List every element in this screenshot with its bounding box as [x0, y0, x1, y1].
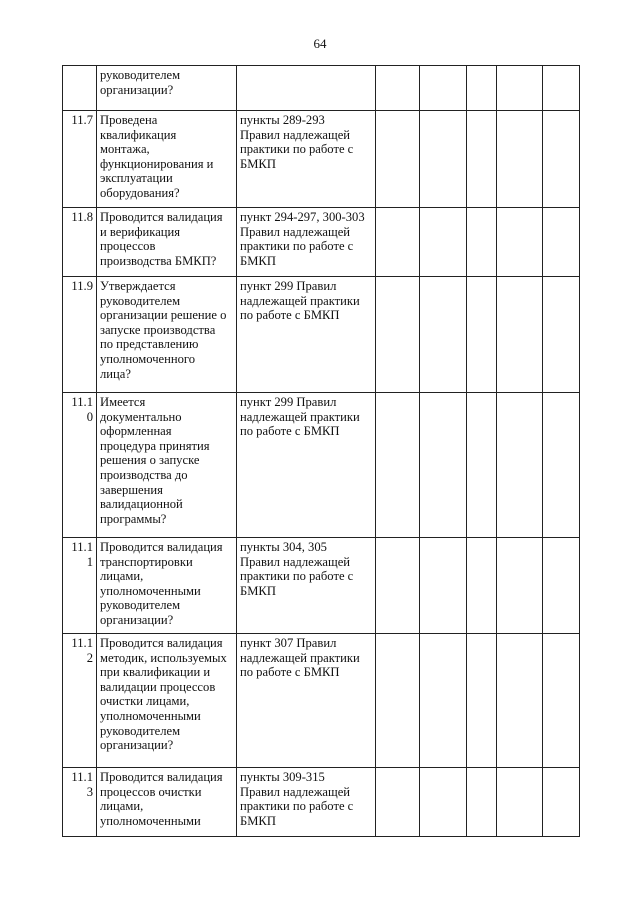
answer-na-cell[interactable]	[467, 111, 497, 208]
table-row	[63, 208, 580, 277]
answer-extra-cell[interactable]	[497, 208, 543, 277]
row-number: 11.8	[63, 208, 97, 277]
question-cell: Утверждается руководителем организации решение о запуске производства по представлению уполномоченного лица?	[97, 277, 237, 393]
checklist-table	[62, 65, 580, 837]
row-number: 11.11	[63, 538, 97, 634]
answer-extra-cell[interactable]	[497, 66, 543, 111]
reference-cell: пункты 304, 305 Правил надлежащей практики по работе с БМКП	[237, 538, 376, 634]
notes-cell[interactable]	[543, 538, 580, 634]
table-row	[63, 393, 580, 538]
answer-na-cell[interactable]	[467, 768, 497, 837]
row-number: 11.10	[63, 393, 97, 538]
question-cell: Проводится валидация и верификация процессов производства БМКП?	[97, 208, 237, 277]
reference-cell: пункт 307 Правил надлежащей практики по работе с БМКП	[237, 634, 376, 768]
answer-extra-cell[interactable]	[497, 634, 543, 768]
table-row	[63, 66, 580, 111]
reference-cell: пункты 309-315 Правил надлежащей практики по работе с БМКП	[237, 768, 376, 837]
notes-cell[interactable]	[543, 768, 580, 837]
answer-yes-cell[interactable]	[376, 111, 420, 208]
answer-yes-cell[interactable]	[376, 393, 420, 538]
answer-yes-cell[interactable]	[376, 768, 420, 837]
question-cell: руководителем организации?	[97, 66, 237, 111]
reference-cell: пункт 299 Правил надлежащей практики по работе с БМКП	[237, 277, 376, 393]
row-number: 11.12	[63, 634, 97, 768]
question-cell: Проводится валидация методик, используемых при квалификации и валидации процессов очистки лицами, уполномоченными руководителем организации?	[97, 634, 237, 768]
question-cell: Имеется документально оформленная процедура принятия решения о запуске производства до завершения валидационной программы?	[97, 393, 237, 538]
notes-cell[interactable]	[543, 66, 580, 111]
answer-extra-cell[interactable]	[497, 538, 543, 634]
answer-extra-cell[interactable]	[497, 277, 543, 393]
row-number	[63, 66, 97, 111]
answer-na-cell[interactable]	[467, 538, 497, 634]
reference-cell: пункт 299 Правил надлежащей практики по работе с БМКП	[237, 393, 376, 538]
table-row	[63, 538, 580, 634]
question-cell: Проведена квалификация монтажа, функционирования и эксплуатации оборудования?	[97, 111, 237, 208]
answer-yes-cell[interactable]	[376, 277, 420, 393]
notes-cell[interactable]	[543, 393, 580, 538]
notes-cell[interactable]	[543, 634, 580, 768]
reference-cell	[237, 66, 376, 111]
row-number: 11.13	[63, 768, 97, 837]
answer-extra-cell[interactable]	[497, 111, 543, 208]
answer-na-cell[interactable]	[467, 66, 497, 111]
answer-no-cell[interactable]	[420, 277, 467, 393]
answer-no-cell[interactable]	[420, 111, 467, 208]
question-cell: Проводится валидация транспортировки лицами, уполномоченными руководителем организации?	[97, 538, 237, 634]
answer-na-cell[interactable]	[467, 634, 497, 768]
answer-yes-cell[interactable]	[376, 634, 420, 768]
answer-na-cell[interactable]	[467, 277, 497, 393]
answer-yes-cell[interactable]	[376, 208, 420, 277]
table-row	[63, 768, 580, 837]
row-number: 11.9	[63, 277, 97, 393]
answer-no-cell[interactable]	[420, 768, 467, 837]
answer-no-cell[interactable]	[420, 66, 467, 111]
answer-extra-cell[interactable]	[497, 393, 543, 538]
table-row	[63, 277, 580, 393]
answer-extra-cell[interactable]	[497, 768, 543, 837]
answer-na-cell[interactable]	[467, 208, 497, 277]
notes-cell[interactable]	[543, 277, 580, 393]
reference-cell: пункты 289-293 Правил надлежащей практики по работе с БМКП	[237, 111, 376, 208]
reference-cell: пункт 294-297, 300-303 Правил надлежащей практики по работе с БМКП	[237, 208, 376, 277]
question-cell: Проводится валидация процессов очистки лицами, уполномоченными	[97, 768, 237, 837]
answer-yes-cell[interactable]	[376, 538, 420, 634]
answer-yes-cell[interactable]	[376, 66, 420, 111]
notes-cell[interactable]	[543, 208, 580, 277]
notes-cell[interactable]	[543, 111, 580, 208]
table-row	[63, 111, 580, 208]
answer-no-cell[interactable]	[420, 538, 467, 634]
answer-no-cell[interactable]	[420, 393, 467, 538]
row-number: 11.7	[63, 111, 97, 208]
page-number: 64	[313, 36, 327, 51]
answer-no-cell[interactable]	[420, 634, 467, 768]
table-row	[63, 634, 580, 768]
answer-no-cell[interactable]	[420, 208, 467, 277]
answer-na-cell[interactable]	[467, 393, 497, 538]
